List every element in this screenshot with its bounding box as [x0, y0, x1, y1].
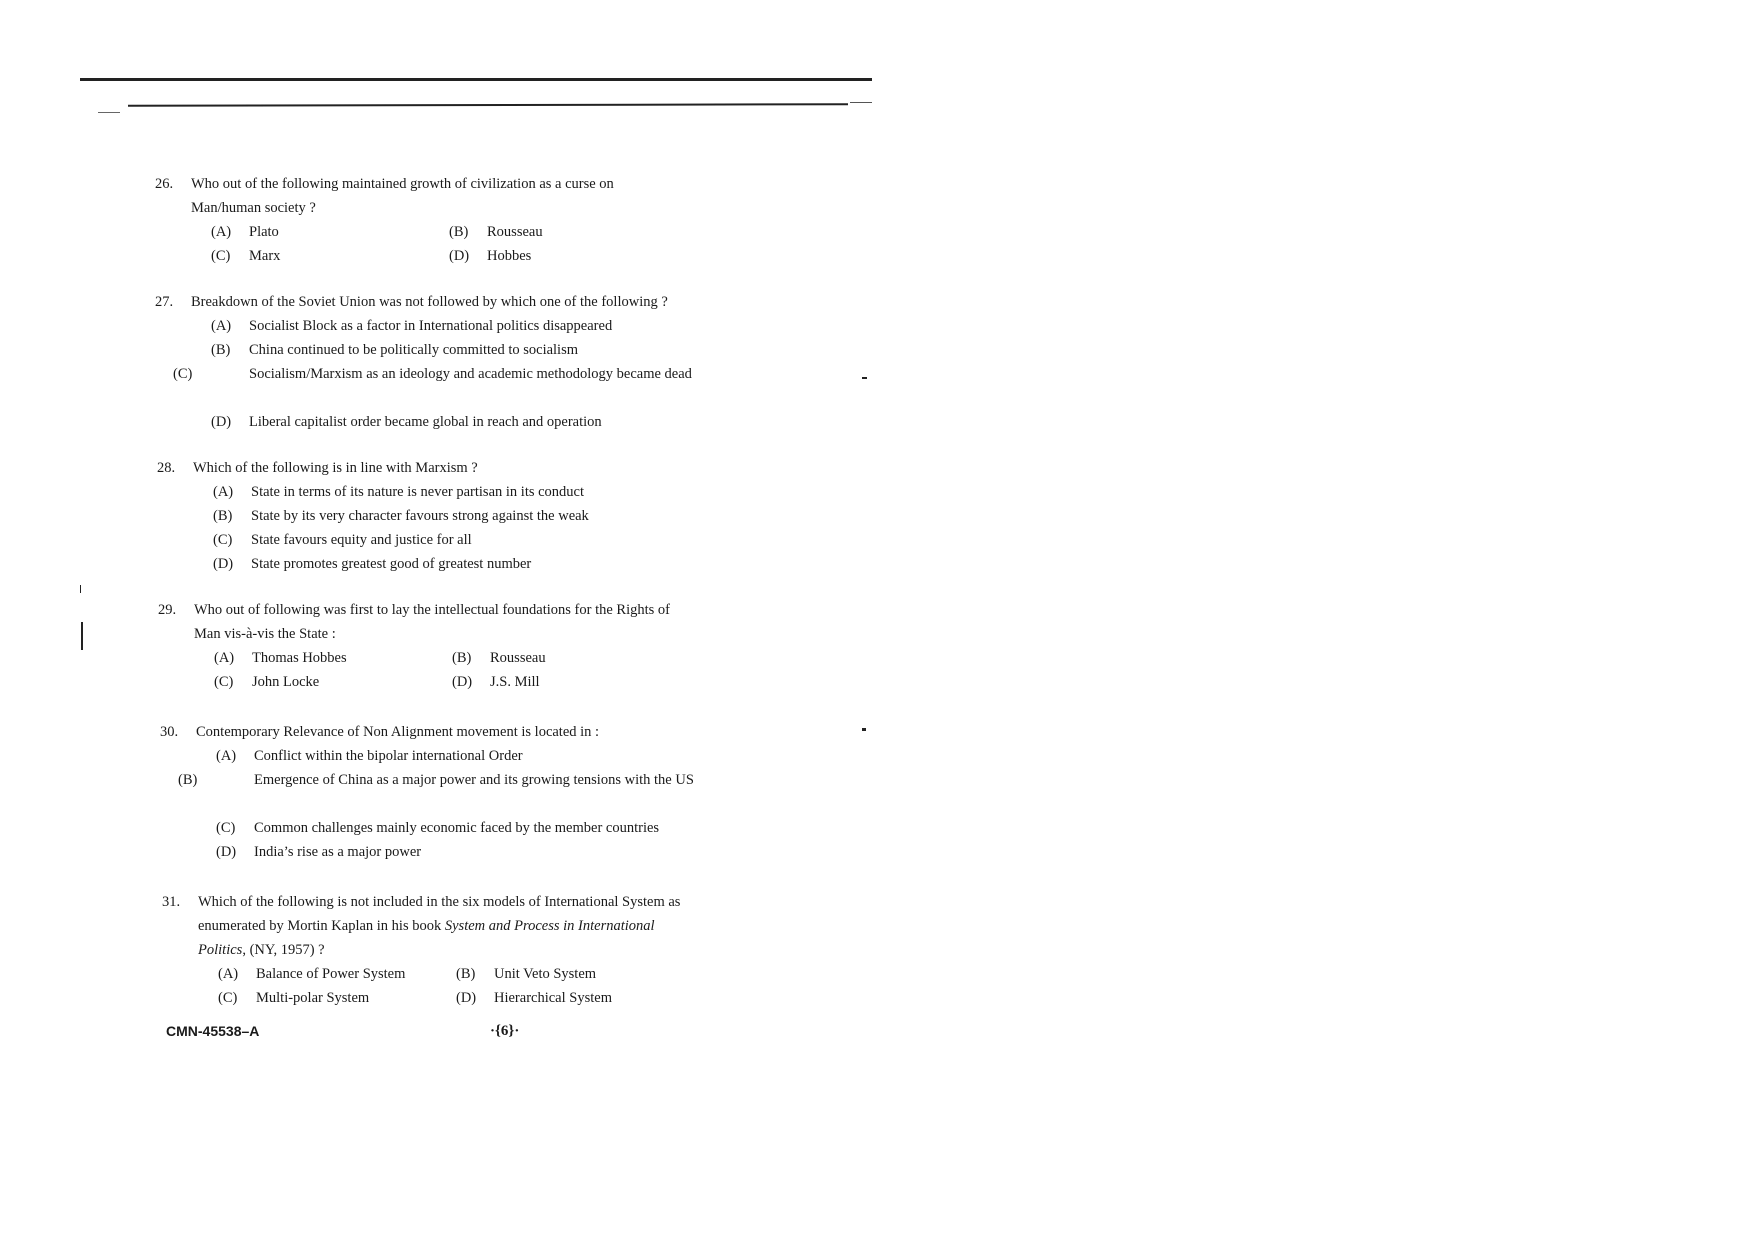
option-a [213, 480, 584, 504]
option-text: Hierarchical System [494, 990, 612, 1006]
option-a [218, 962, 405, 986]
option-text: Thomas Hobbes [252, 650, 347, 666]
option-label: (C) [173, 366, 193, 382]
option-text: State in terms of its nature is never partisan in its conduct [251, 484, 585, 500]
option-label: (A) [218, 966, 239, 982]
page-number: ·{6}· [490, 1023, 520, 1039]
header-rule-top [80, 78, 872, 81]
option-label: (B) [449, 224, 469, 240]
option-c [213, 528, 472, 552]
option-b [456, 962, 596, 986]
option-text: J.S. Mill [490, 674, 540, 690]
header-rule-bottom [128, 103, 848, 107]
option-label: (A) [213, 484, 234, 500]
question-text: Who out of following was first to lay the intellectual foundations for the Rights of Man vis-à-vis the State : [194, 602, 670, 642]
option-label: (A) [211, 224, 232, 240]
option-a [216, 744, 523, 768]
option-c [216, 816, 659, 840]
option-text: Balance of Power System [256, 966, 406, 982]
option-text: Liberal capitalist order became global in reach and operation [249, 414, 602, 430]
option-label: (D) [452, 674, 473, 690]
option-label: (B) [178, 772, 198, 788]
header-rule-stub [98, 112, 120, 113]
option-text: State promotes greatest good of greatest number [251, 556, 532, 572]
option-text: John Locke [252, 674, 320, 690]
header-rule-tail [850, 102, 872, 103]
option-label: (D) [449, 248, 470, 264]
option-label: (D) [456, 990, 477, 1006]
option-label: (D) [213, 556, 234, 572]
option-label: (C) [211, 248, 231, 264]
option-b [211, 338, 578, 362]
option-text: India’s rise as a major power [254, 844, 422, 860]
option-a [211, 314, 612, 338]
question-number: 27. [155, 294, 174, 310]
option-label: (B) [213, 508, 233, 524]
option-b [178, 768, 714, 792]
question-number: 29. [158, 602, 177, 618]
book-title: System and Process in International Politics [198, 918, 655, 958]
option-text: Conflict within the bipolar international Order [254, 748, 523, 764]
scan-mark [862, 377, 867, 379]
option-d [213, 552, 531, 576]
option-c [211, 244, 280, 268]
option-text: State by its very character favours strong against the weak [251, 508, 589, 524]
option-text: Emergence of China as a major power and its growing tensions with the US [254, 772, 694, 788]
option-d [216, 840, 421, 864]
option-text: Socialism/Marxism as an ideology and academic methodology became dead [249, 366, 692, 382]
scan-mark [862, 728, 866, 731]
option-label: (D) [211, 414, 232, 430]
option-text: Plato [249, 224, 279, 240]
option-text: Hobbes [487, 248, 532, 264]
option-label: (C) [216, 820, 236, 836]
option-text: Unit Veto System [494, 966, 597, 982]
option-text: Multi-polar System [256, 990, 370, 1006]
option-label: (B) [456, 966, 476, 982]
question-number: 28. [157, 460, 176, 476]
option-label: (D) [216, 844, 237, 860]
option-c [218, 986, 369, 1010]
question-text: Contemporary Relevance of Non Alignment movement is located in : [196, 724, 600, 740]
option-label: (C) [218, 990, 238, 1006]
question-number: 26. [155, 176, 174, 192]
option-text: State favours equity and justice for all [251, 532, 472, 548]
option-a [211, 220, 279, 244]
option-label: (C) [214, 674, 234, 690]
question-number: 30. [160, 724, 179, 740]
option-label: (C) [213, 532, 233, 548]
option-text: Rousseau [490, 650, 546, 666]
option-label: (B) [211, 342, 231, 358]
option-label: (A) [211, 318, 232, 334]
scan-mark [80, 585, 81, 593]
question-text [198, 890, 698, 962]
paper-code: CMN-45538–A [166, 1023, 260, 1039]
option-d [452, 670, 540, 694]
option-c [173, 362, 709, 386]
option-text: China continued to be politically committed to socialism [249, 342, 579, 358]
question-text-end: , (NY, 1957) ? [242, 942, 325, 958]
question-text: Who out of the following maintained growth of civilization as a curse on Man/human society ? [191, 176, 614, 216]
option-text: Rousseau [487, 224, 543, 240]
option-b [213, 504, 589, 528]
option-label: (B) [452, 650, 472, 666]
scan-mark [81, 622, 83, 650]
option-label: (A) [214, 650, 235, 666]
option-text: Socialist Block as a factor in International politics disappeared [249, 318, 613, 334]
question-text: Which of the following is in line with Marxism ? [193, 460, 478, 476]
option-d [211, 410, 602, 434]
option-a [214, 646, 347, 670]
question-number: 31. [162, 894, 181, 910]
option-b [449, 220, 543, 244]
option-d [449, 244, 531, 268]
option-d [456, 986, 612, 1010]
option-text: Marx [249, 248, 281, 264]
option-text: Common challenges mainly economic faced by the member countries [254, 820, 660, 836]
question-text-start: Which of the following is not included in the six models of International System as enumerated by Mortin Kaplan in his book [198, 894, 681, 934]
option-c [214, 670, 319, 694]
option-b [452, 646, 546, 670]
question-text: Breakdown of the Soviet Union was not followed by which one of the following ? [191, 294, 668, 310]
option-label: (A) [216, 748, 237, 764]
